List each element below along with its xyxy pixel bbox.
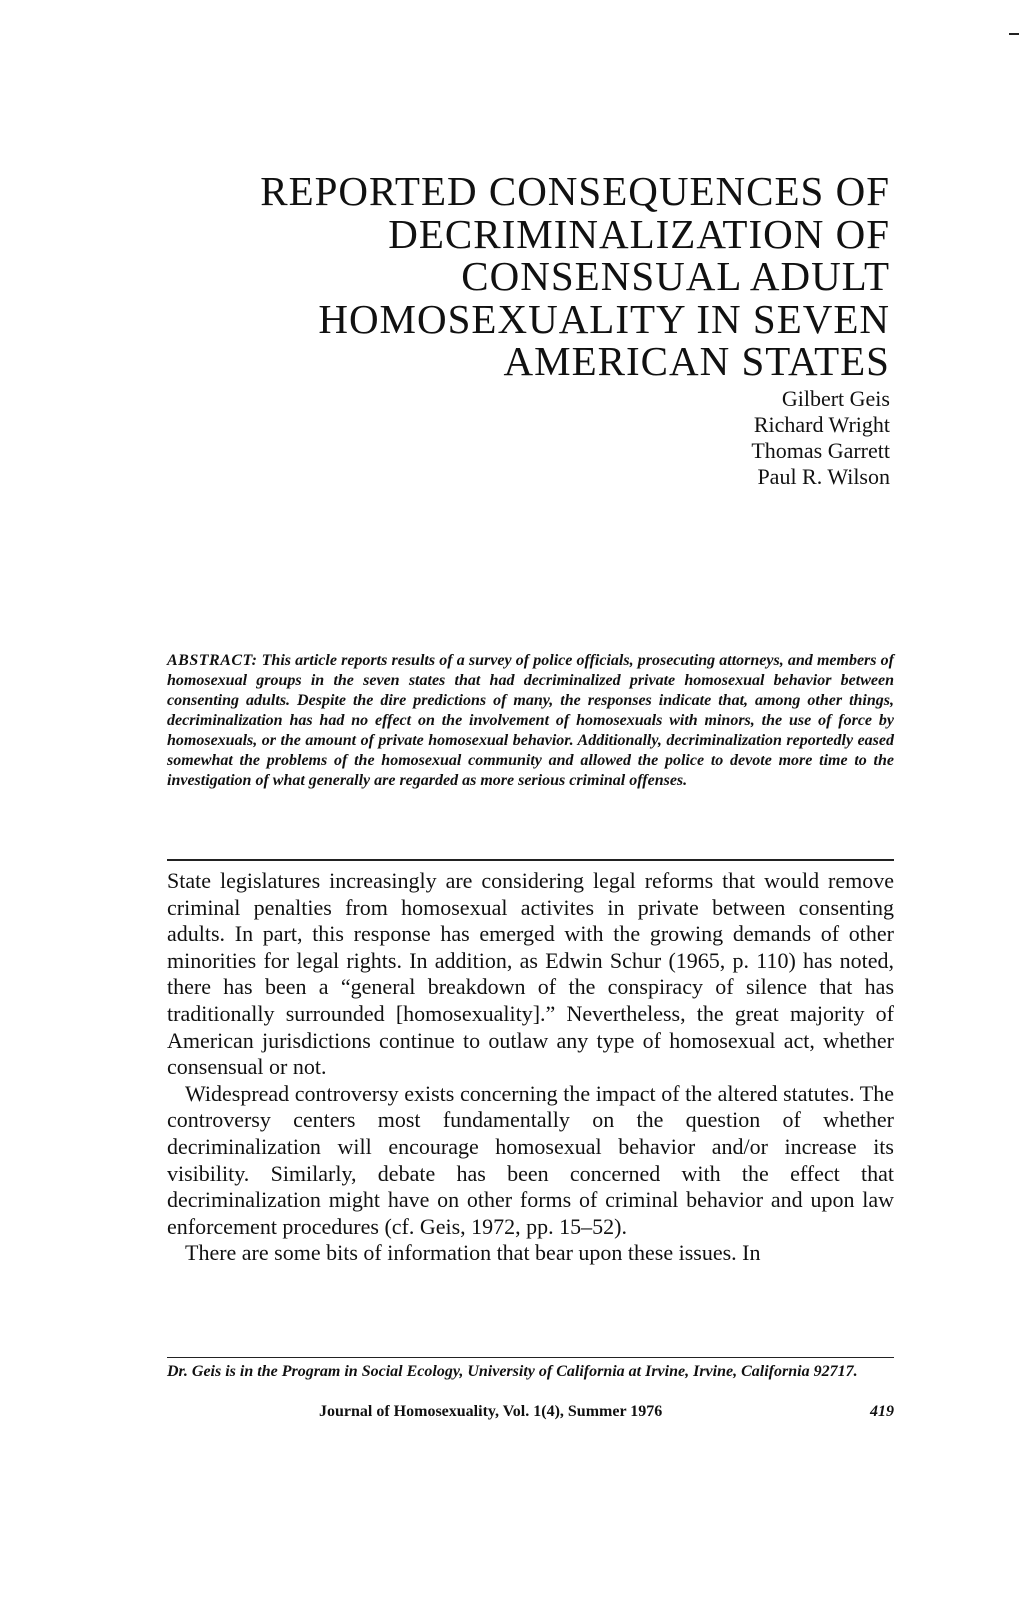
footnote-divider (167, 1357, 894, 1358)
author-name: Paul R. Wilson (757, 464, 890, 489)
title-line: CONSENSUAL ADULT (461, 253, 890, 299)
page-number: 419 (870, 1403, 894, 1420)
scan-mark (1009, 33, 1019, 35)
author-name: Gilbert Geis (781, 386, 890, 411)
title-line: AMERICAN STATES (503, 338, 890, 384)
journal-footer (167, 1403, 894, 1427)
title-line: HOMOSEXUALITY IN SEVEN (318, 295, 890, 342)
title-line: DECRIMINALIZATION OF (388, 210, 890, 257)
journal-citation: Journal of Homosexuality, Vol. 1(4), Summer 1976 (319, 1403, 663, 1420)
author-name: Thomas Garrett (751, 438, 890, 463)
abstract-text: This article reports results of a survey of police officials, prosecuting attorneys, and members of homosexual groups in the seven states that had decriminalized private homosexual behavior between consenting adults. Despite the dire predictions of many, the responses indicate that, among other things, decriminalization has had no effect on the involvement of homosexuals with minors, the use of force by homosexuals, or the amount of private homosexual behavior. Additionally, decriminalization reportedly eased somewhat the problems of the homosexual community and allowed the police to devote more time to the investigation of what generally are regarded as more serious criminal offenses. (167, 652, 895, 789)
author-list (600, 386, 890, 490)
body-paragraph: There are some bits of information that bear upon these issues. In (185, 1240, 761, 1266)
author-affiliation-footnote: Dr. Geis is in the Program in Social Ecology, University of California at Irvine, Irvine, California 92717. (167, 1363, 858, 1380)
article-title (230, 170, 890, 383)
title-line: REPORTED CONSEQUENCES OF (260, 168, 890, 214)
author-name: Richard Wright (753, 412, 890, 437)
abstract (167, 651, 894, 791)
body-paragraph: State legislatures increasingly are considering legal reforms that would remove criminal penalties from homosexual activites in private between consenting adults. In part, this response has emerged with the growing demands of other minorities for legal rights. In addition, as Edwin Schur (1965, p. 110) has noted, there has been a “general breakdown of the conspiracy of silence that has traditionally surrounded [homosexuality].” Nevertheless, the great majority of American jurisdictions continue to outlaw any type of homosexual act, whether consensual or not. (167, 868, 894, 1080)
abstract-divider (167, 859, 894, 861)
body-paragraph: Widespread controversy exists concerning the impact of the altered statutes. The controversy centers most fundamentally on the question of whether decriminalization will encourage homosexual behavior and/or increase its visibility. Similarly, debate has been concerned with the effect that decriminalization might have on other forms of criminal behavior and upon law enforcement procedures (cf. Geis, 1972, pp. 15–52). (167, 1080, 894, 1239)
abstract-label: ABSTRACT: (167, 652, 258, 669)
article-body (167, 868, 894, 1267)
